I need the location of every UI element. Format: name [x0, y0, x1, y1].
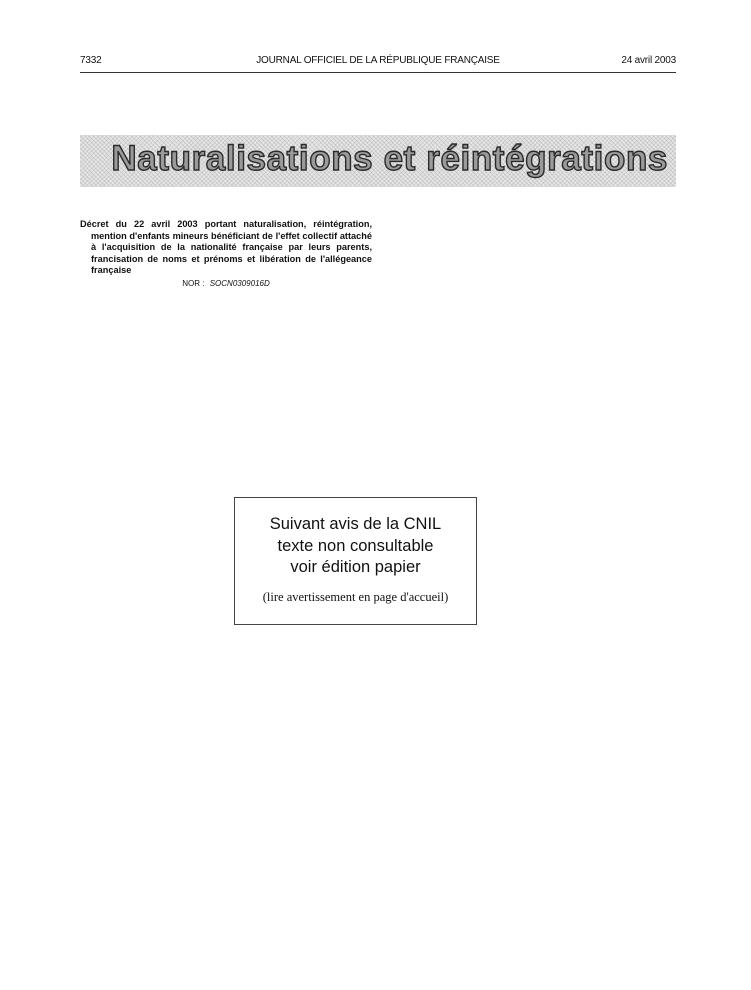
journal-title: JOURNAL OFFICIEL DE LA RÉPUBLIQUE FRANÇAISE [256, 55, 500, 66]
page-number: 7332 [80, 55, 102, 66]
notice-note: (lire avertissement en page d'accueil) [262, 590, 449, 604]
section-title: Naturalisations et réintégrations [111, 139, 668, 178]
page-header [80, 55, 676, 71]
publication-date: 24 avril 2003 [621, 55, 676, 66]
notice-line-2: texte non consultable [277, 537, 434, 555]
decree-block [80, 219, 372, 277]
cnil-notice-box [234, 497, 477, 625]
decree-title: Décret du 22 avril 2003 portant naturalisation, réintégration, mention d'enfants mineurs bénéficiant de l'effet collectif attaché à l'acquisition de la nationalité française par leurs parents, francisation de noms et prénoms et libération de l'allégeance française [80, 219, 372, 276]
nor-label: NOR : [182, 279, 205, 288]
notice-line-3: voir édition papier [290, 558, 421, 576]
header-rule [80, 72, 676, 73]
section-banner [80, 135, 676, 187]
notice-line-1: Suivant avis de la CNIL [269, 515, 442, 533]
nor-code: SOCN0309016D [209, 279, 270, 288]
nor-reference [80, 279, 372, 289]
